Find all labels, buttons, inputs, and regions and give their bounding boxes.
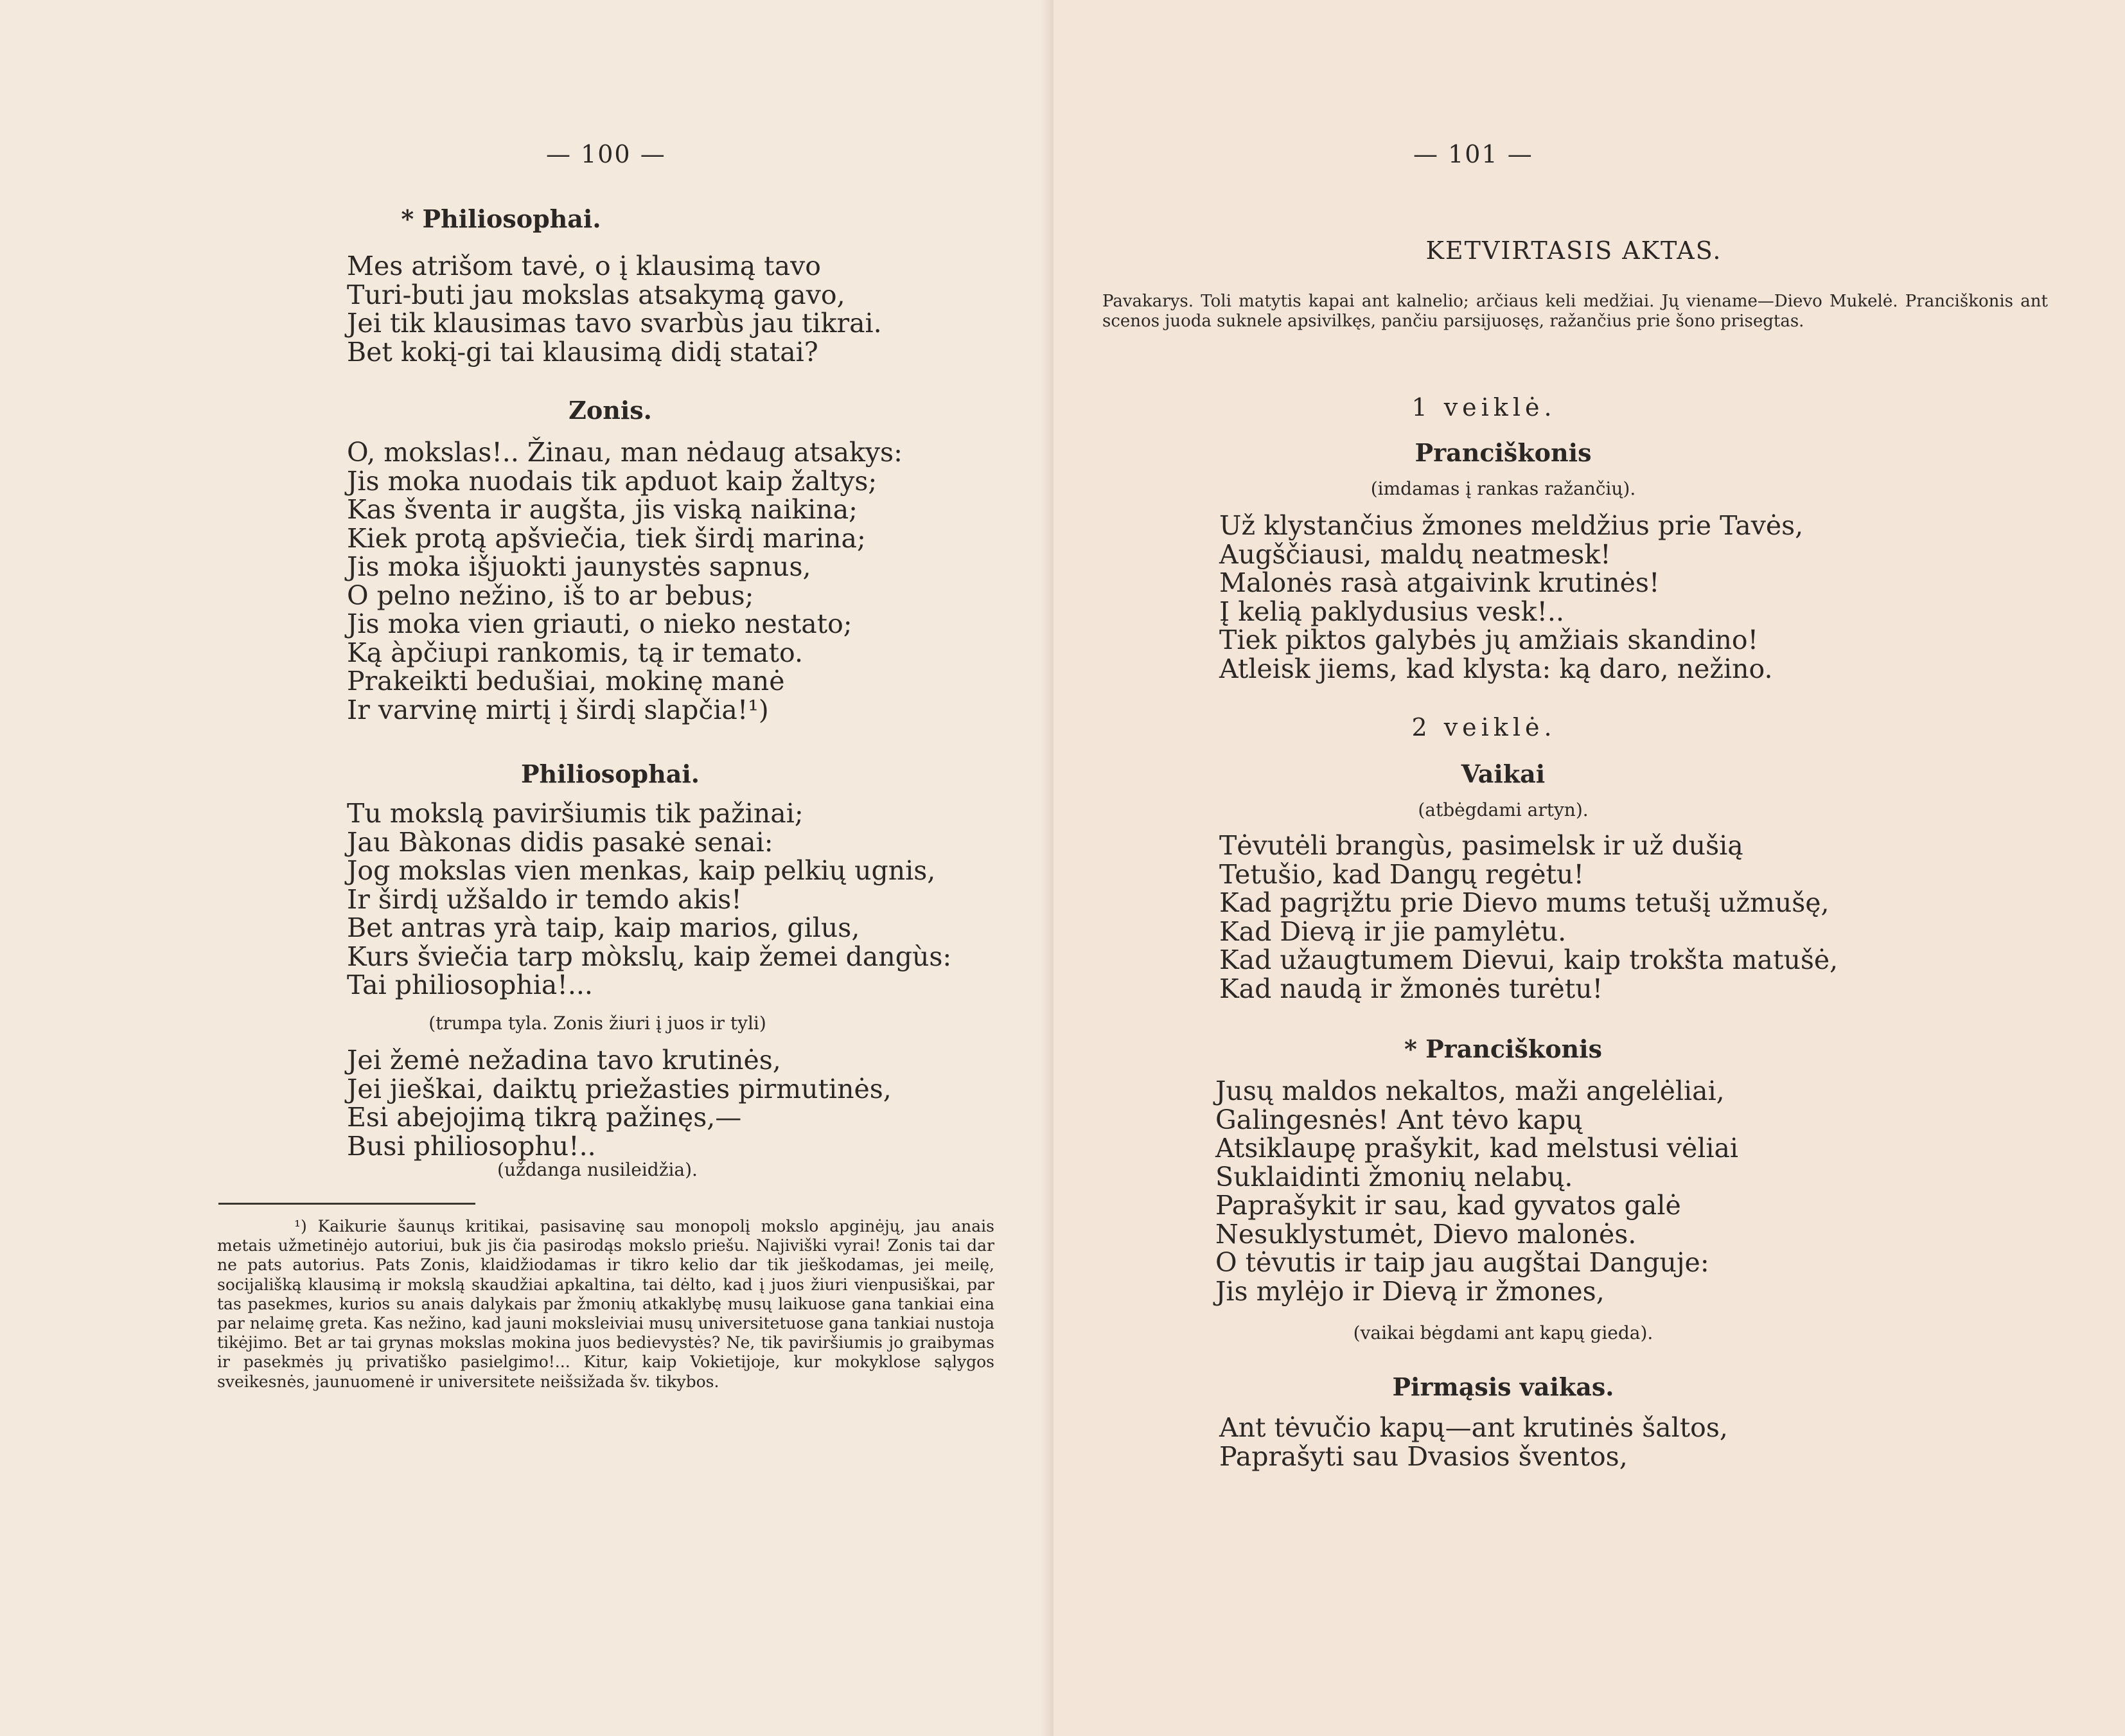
page-number: — 101 — xyxy=(1413,140,1533,168)
verse-stanza xyxy=(1215,1077,1738,1306)
verse-line: Tai philiosophia!... xyxy=(347,970,593,1000)
verse-line: Jis moka išjuokti jaunystės sapnus, xyxy=(347,551,811,582)
verse-line: Kas šventa ir augšta, jis viską naikina; xyxy=(347,494,858,525)
verse-line: Tėvutėli brangùs, pasimelsk ir už dušią xyxy=(1219,830,1743,861)
verse-line: Mes atrišom tavė, o į klausimą tavo xyxy=(347,251,821,281)
verse-line: Tiek piktos galybės jų amžiais skandino! xyxy=(1219,624,1759,655)
verse-line: Kad pagrįžtu prie Dievo mums tetušį užmušę, xyxy=(1219,887,1830,918)
speaker-heading: Pirmąsis vaikas. xyxy=(1392,1372,1614,1401)
verse-line: Kurs šviečia tarp mòkslų, kaip žemei dangùs: xyxy=(347,941,952,972)
stage-direction: (imdamas į rankas ražančių). xyxy=(1370,478,1636,499)
verse-line: Prakeikti bedušiai, mokinę manė xyxy=(347,666,785,696)
stage-direction: (atbėgdami artyn). xyxy=(1418,799,1589,820)
verse-line: Busi philiosophu!.. xyxy=(347,1130,596,1162)
verse-line: Jis moka vien griauti, o nieko nestato; xyxy=(347,608,852,639)
act-title: KETVIRTASIS AKTAS. xyxy=(1425,236,1722,265)
verse-stanza xyxy=(1219,831,1838,1003)
verse-line: Galingesnės! Ant tėvo kapų xyxy=(1215,1104,1583,1135)
scene-label: 2 veiklė. xyxy=(1411,713,1556,741)
verse-line: Ant tėvučio kapų—ant krutinės šaltos, xyxy=(1219,1412,1728,1443)
speaker-heading: Philiosophai. xyxy=(520,759,700,788)
verse-line: Bet antras yrà taip, kaip marios, gilus, xyxy=(347,912,860,943)
verse-line: Bet kokį-gi tai klausimą didį statai? xyxy=(347,336,818,368)
stage-direction: (vaikai bėgdami ant kapų gieda). xyxy=(1353,1322,1653,1343)
verse-line: Jau Bàkonas didis pasakė senai: xyxy=(347,826,773,858)
verse-line: Tetušio, kad Dangų regėtu! xyxy=(1219,858,1584,890)
stage-direction: (uždanga nusileidžia). xyxy=(497,1159,698,1180)
verse-line: Esi abejojimą tikrą pažinęs,— xyxy=(347,1102,742,1133)
verse-line: Jei jieškai, daiktų priežasties pirmutinės, xyxy=(347,1073,892,1104)
speaker-heading: * Philiosophai. xyxy=(401,204,601,233)
verse-line: Malonės rasà atgaivink krutinės! xyxy=(1219,567,1660,598)
verse-stanza xyxy=(347,438,903,724)
verse-line: O, mokslas!.. Žinau, man nėdaug atsakys: xyxy=(347,437,903,468)
verse-line: Kad naudą ir žmonės turėtu! xyxy=(1219,973,1603,1004)
verse-stanza xyxy=(347,799,951,1000)
verse-line: Ką àpčiupi rankomis, tą ir temato. xyxy=(347,637,803,668)
verse-line: Suklaidinti žmonių nelabų. xyxy=(1215,1161,1573,1192)
verse-line: Jog mokslas vien menkas, kaip pelkių ugnis, xyxy=(347,855,936,886)
footnote-rule xyxy=(218,1203,475,1205)
verse-line: Augščiausi, maldų neatmesk! xyxy=(1219,538,1611,570)
verse-line: Tu mokslą paviršiumis tik pažinai; xyxy=(347,798,804,829)
verse-line: Jusų maldos nekaltos, maži angelėliai, xyxy=(1215,1076,1725,1106)
speaker-heading: Zonis. xyxy=(569,396,652,425)
scene-label: 1 veiklė. xyxy=(1411,393,1556,421)
verse-line: Jei tik klausimas tavo svarbùs jau tikrai. xyxy=(347,308,882,339)
verse-stanza xyxy=(347,1046,892,1160)
right-page xyxy=(1054,0,2125,1736)
verse-line: Jei žemė nežadina tavo krutinės, xyxy=(347,1045,781,1076)
verse-line: Ir varvinę mirtį į širdį slapčia!¹) xyxy=(347,694,769,725)
page-number: — 100 — xyxy=(546,140,666,168)
verse-line: Paprašykit ir sau, kad gyvatos galė xyxy=(1215,1190,1681,1221)
verse-line: Kad užaugtumem Dievui, kaip trokšta matušė, xyxy=(1219,944,1838,975)
verse-line: Paprašyti sau Dvasios šventos, xyxy=(1219,1440,1628,1472)
verse-line: Atsiklaupę prašykit, kad melstusi vėliai xyxy=(1215,1133,1738,1164)
verse-stanza xyxy=(1219,1413,1728,1471)
verse-stanza xyxy=(1219,511,1803,683)
verse-line: Ir širdį užšaldo ir temdo akis! xyxy=(347,883,742,915)
verse-line: Turi-buti jau mokslas atsakymą gavo, xyxy=(347,279,845,310)
verse-line: O tėvutis ir taip jau augštai Danguje: xyxy=(1215,1247,1709,1278)
verse-stanza xyxy=(347,252,882,366)
left-page xyxy=(0,0,1054,1736)
footnote: ¹) Kaikurie šaunųs kritikai, pasisavinę sau monopolį mokslo apginėjų, jau anais metais užmetinėjo autoriui, buk jis čia pasirodąs mokslo priešu. Najiviški vyrai! Zonis tai dar ne pats autorius. Pats Zonis, klaidžiodamas ir tikro kelio dar tik jieškodamas, jei meilę, socijališką klausimą ir mokslą skaudžiai apkaltina, tai dėlto, kad į juos žiuri vienpusiškai, par tas pasekmes, kurios su anais dalykais par žmonių atkaklybę musų laikuose gana tankiai eina par nelaimę greta. Kas nežino, kad jauni moksleiviai musų universitetuose gana tankiai nustoja tikėjimo. Bet ar tai grynas mokslas mokina juos bedievystės? Ne, tik paviršiumis jo graibymas ir pasekmės jų privatiško pasielgimo!... Kitur, kaip Vokietijoje, kur mokyklose sąlygos sveikesnės, jaunuomenė ir universitete neišsižada šv. tikybos. xyxy=(217,1217,994,1391)
verse-line: Jis moka nuodais tik apduot kaip žaltys; xyxy=(347,465,877,497)
stage-direction: (trumpa tyla. Zonis žiuri į juos ir tyli) xyxy=(428,1013,766,1034)
speaker-heading: * Pranciškonis xyxy=(1404,1034,1603,1063)
scene-description: Pavakarys. Toli matytis kapai ant kalnelio; arčiaus keli medžiai. Jų viename—Dievo Mukelė. Pranciškonis ant scenos juoda suknele apsivilkęs, pančiu parsijuosęs, ražančius prie šono prisegtas. xyxy=(1102,292,2048,331)
verse-line: Kiek protą apšviečia, tiek širdį marina; xyxy=(347,522,866,554)
verse-line: Atleisk jiems, kad klysta: ką daro, nežino. xyxy=(1219,653,1773,684)
speaker-heading: Vaikai xyxy=(1461,759,1546,788)
verse-line: Į kelią paklydusius vesk!.. xyxy=(1219,596,1564,627)
speaker-heading: Pranciškonis xyxy=(1415,438,1592,467)
verse-line: Už klystančius žmones meldžius prie Tavės, xyxy=(1219,510,1804,541)
verse-line: Jis mylėjo ir Dievą ir žmones, xyxy=(1215,1275,1605,1307)
verse-line: Nesuklystumėt, Dievo malonės. xyxy=(1215,1218,1637,1250)
verse-line: O pelno nežino, iš to ar bebus; xyxy=(347,580,754,611)
verse-line: Kad Dievą ir jie pamylėtu. xyxy=(1219,916,1567,947)
